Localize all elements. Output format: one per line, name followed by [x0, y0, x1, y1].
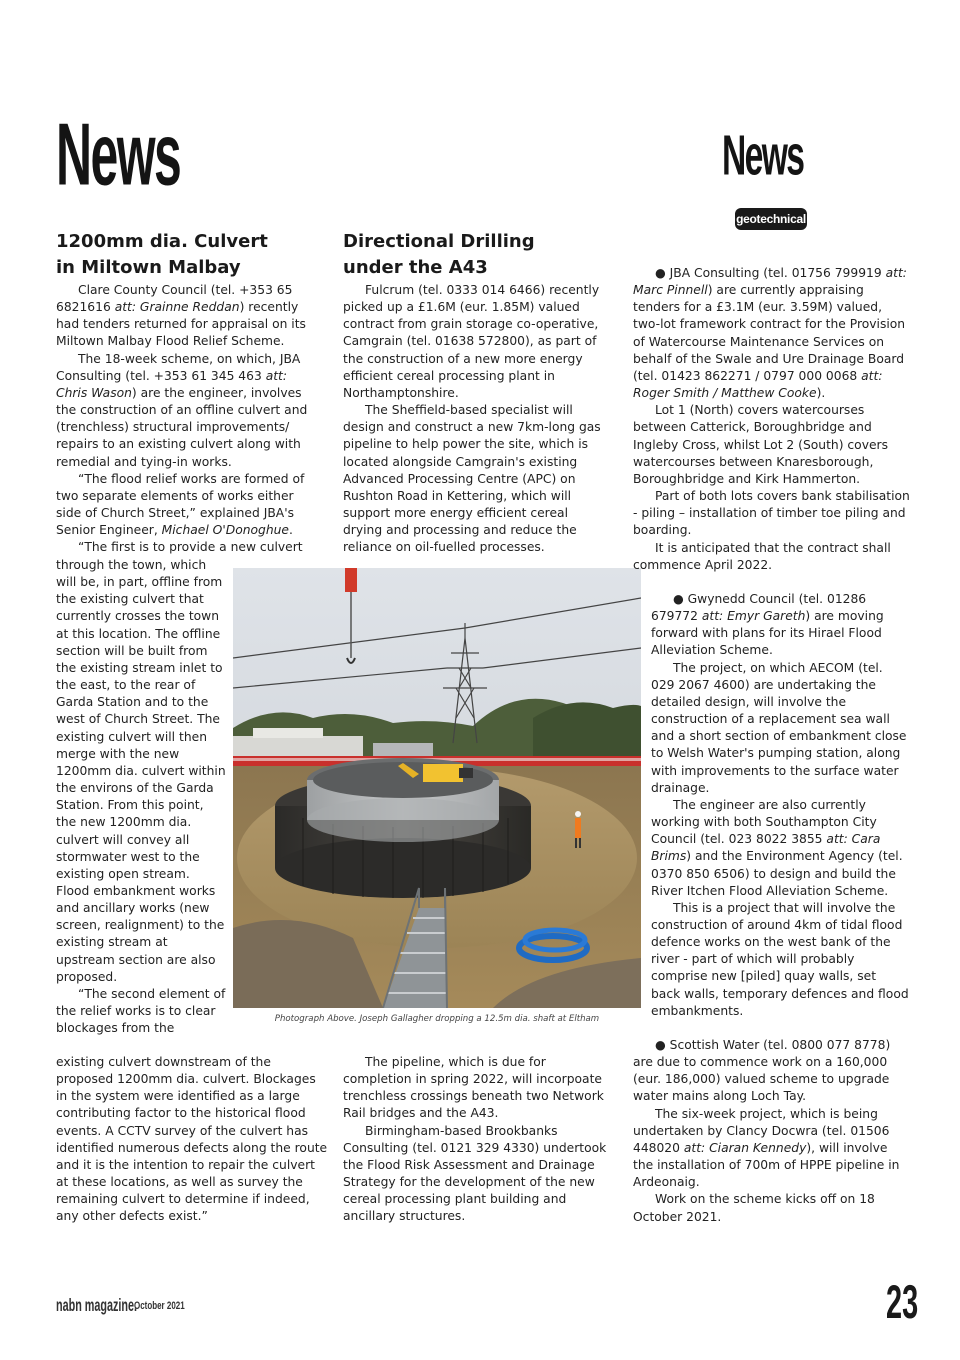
article1-body-top — [56, 282, 320, 557]
col3-paragraph: Part of both lots covers bank stabilisation - piling – installation of timber toe piling and boarding. — [633, 489, 910, 538]
article1-paragraph: Clare County Council (tel. +353 65 6821616 att: Grainne Reddan) recently had tenders returned for appraisal on its Miltown Malbay Flood Relief Scheme. — [56, 283, 306, 349]
col3-paragraph: ● Gwynedd Council (tel. 01286 679772 att: Emyr Gareth) are moving forward with plans for its Hirael Flood Alleviation Scheme. — [651, 592, 884, 658]
col3-paragraph: Lot 1 (North) covers watercourses between Catterick, Boroughbridge and Ingleby Cross, whilst Lot 2 (South) covers watercourses between Knaresborough, Boroughbridge and Kirk Hammerton. — [633, 403, 888, 486]
article2-paragraph: The Sheffield-based specialist will design and construct a new 7km-long gas pipeline to help power the site, which is located alongside Camgrain's existing Advanced Processing Centre (APC) on Rushton Road in Kettering, which will support more energy efficient cereal drying and processing and reduce the reliance on oil-fuelled processes. — [343, 403, 601, 555]
masthead-left: News — [56, 104, 181, 204]
article1-paragraph: “The second element of the relief works is to clear blockages from the — [56, 986, 226, 1036]
photo-caption: Photograph Above. Joseph Gallagher dropping a 12.5m dia. shaft at Eltham — [274, 1014, 600, 1024]
col3-body-mid — [651, 591, 909, 1020]
masthead-right: News — [722, 122, 804, 187]
article2-body-bottom — [343, 1054, 611, 1226]
col3-paragraph: This is a project that will involve the construction of around 4km of tidal flood defence works on the west bank of the river - part of which will probably comprise new [piled] quay walls, set back walls, temporary defences and flood embankments. — [651, 900, 909, 1018]
article1-body-wrap — [56, 557, 226, 1037]
article2-paragraph: Birmingham-based Brookbanks Consulting (tel. 0121 329 4330) undertook the Flood Risk Assessment and Drainage Strategy for the development of the new cereal processing plant building and ancillary structures. — [343, 1123, 607, 1224]
construction-photo — [233, 568, 641, 1008]
page-number: 23 — [886, 1276, 919, 1330]
article1-headline-line1: 1200mm dia. Culvert — [56, 231, 268, 252]
col3-paragraph: ● JBA Consulting (tel. 01756 799919 att: Marc Pinnell) are currently appraising tenders for a £3.1M (eur. 3.59M) valued, two-lot framework contract for the Provision of Watercourse Maintenance Services on behalf of the Swale and Ure Drainage Board (tel. 01423 862271 / 0797 000 0068 att: Roger Smith / Matthew Cooke). — [633, 266, 907, 401]
article1-headline-line2: in Miltown Malbay — [56, 257, 241, 278]
col3-paragraph: The six-week project, which is being undertaken by Clancy Docwra (tel. 01506 448020 att: Ciaran Kennedy), will involve the installation of 700m of HPPE pipeline in Ardeonaig. — [633, 1106, 900, 1190]
col3-body-top — [633, 265, 911, 574]
article1-paragraph: “The flood relief works are formed of two separate elements of works either side of Church Street,” explained JBA's Senior Engineer, Michael O'Donoghue. — [56, 471, 305, 538]
col3-body-bottom — [633, 1037, 911, 1226]
article2-headline-line1: Directional Drilling — [343, 231, 535, 252]
col3-paragraph: Work on the scheme kicks off on 18 October 2021. — [633, 1192, 875, 1224]
col3-paragraph: ● Scottish Water (tel. 0800 077 8778) are due to commence work on a 160,000 (eur. 186,000) valued scheme to upgrade water mains along Loch Tay. — [633, 1038, 891, 1104]
article1-paragraph: “The first is to provide a new culvert — [78, 540, 303, 555]
footer-magazine-name: nabn magazine. — [56, 1296, 138, 1316]
article2-headline — [343, 229, 623, 281]
article2-paragraph: Fulcrum (tel. 0333 014 6466) recently picked up a £1.6M (eur. 1.85M) valued contract from grain storage co-operative, Camgrain (tel. 01638 572800), as part of the construction of a new more energy efficient cereal processing plant in Northamptonshire. — [343, 283, 600, 400]
article1-paragraph: existing culvert downstream of the proposed 1200mm dia. culvert. Blockages in the system were identified as a large contributing factor to the historical flood events. A CCTV survey of the culvert has identified numerous defects along the route and it is the intention to repair the culvert at these locations, as well as survey the remaining culvert to determine if indeed, any other defects exist.” — [56, 1055, 328, 1224]
article1-headline — [56, 229, 336, 281]
article1-paragraph: The 18-week scheme, on which, JBA Consulting (tel. +353 61 345 463 att: Chris Wason) are the engineer, involves the construction of an offline culvert and (trenchless) structural improvements/ repairs to an existing culvert along with remedial and tying-in works. — [56, 351, 308, 469]
article1-paragraph: through the town, which will be, in part, offline from the existing culvert that currently crosses the town at this location. The offline section will be built from the existing stream inlet to the east, to the rear of Garda Station and to the west of Church Street. The existing culvert will then merge with the new 1200mm dia. culvert within the environs of the Garda Station. From this point, the new 1200mm dia. culvert will convey all stormwater west to the existing open stream. Flood embankment works and ancillary works (new screen, realignment) to the existing stream at upstream section are also proposed. — [56, 558, 226, 984]
col3-paragraph: The project, on which AECOM (tel. 029 2067 4600) are undertaking the detailed design, will involve the construction of a replacement sea wall and a short section of embankment close to Welsh Water's pumping station, along with improvements to the surface water drainage. — [651, 660, 907, 795]
col3-paragraph: The engineer are also currently working with both Southampton City Council (tel. 023 8022 3855 att: Cara Brims) and the Environment Agency (tel. 0370 850 6506) to design and build the River Itchen Flood Alleviation Scheme. — [651, 797, 903, 898]
article2-paragraph: The pipeline, which is due for completion in spring 2022, will incorpoate trenchless crossings beneath two Network Rail bridges and the A43. — [343, 1055, 604, 1121]
col3-paragraph: It is anticipated that the contract shall commence April 2022. — [633, 540, 891, 572]
footer-date: October 2021 — [134, 1300, 185, 1313]
section-badge: geotechnical — [735, 208, 807, 230]
article2-headline-line2: under the A43 — [343, 257, 488, 278]
article2-body-top — [343, 282, 607, 557]
article1-body-bottom — [56, 1054, 328, 1226]
